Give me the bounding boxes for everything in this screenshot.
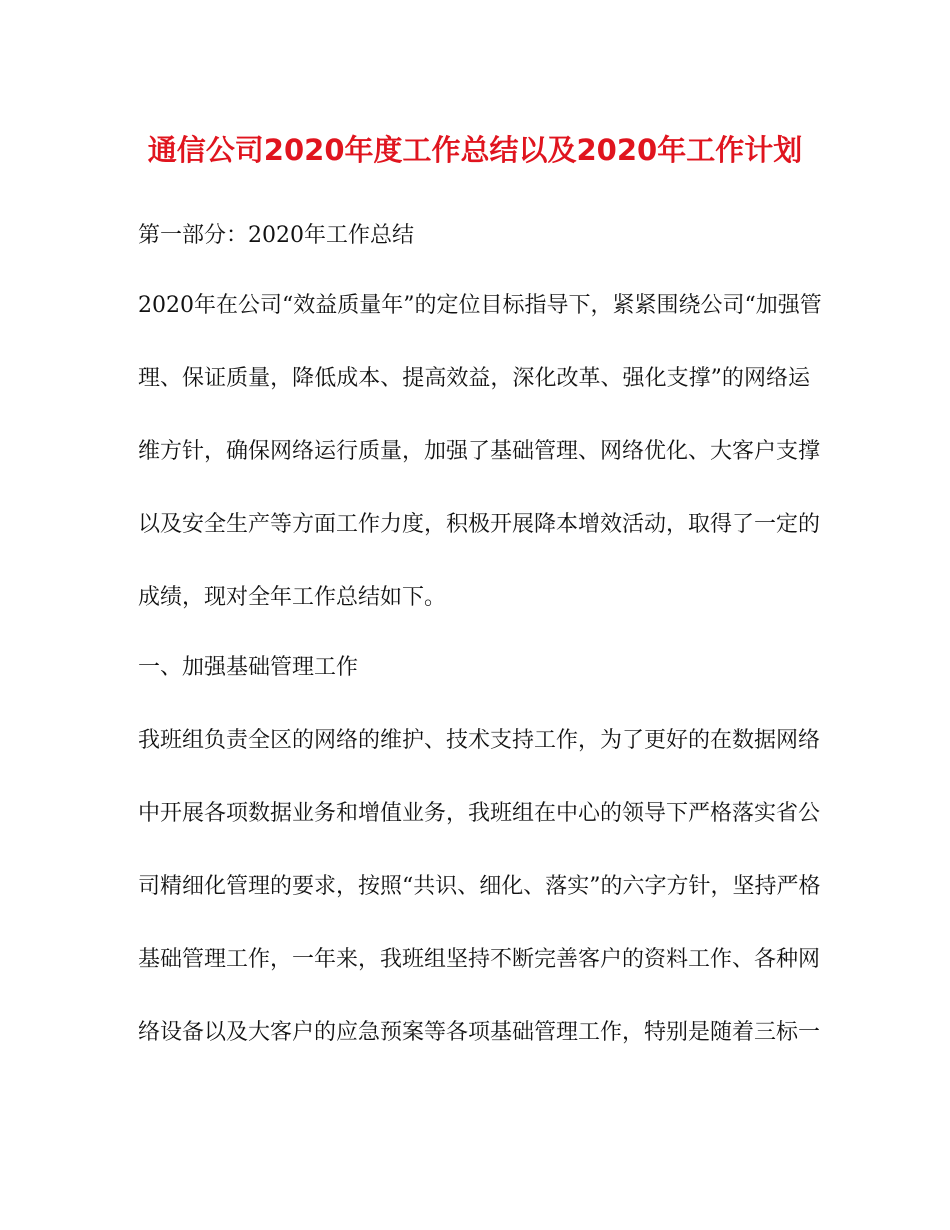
paragraph-line: 以及安全生产等方面工作力度，积极开展降本增效活动，取得了一定的 [138, 512, 821, 537]
paragraph-line: 络设备以及大客户的应急预案等各项基础管理工作，特别是随着三标一 [138, 1020, 821, 1045]
paragraph-line: 2020年在公司“效益质量年”的定位目标指导下，紧紧围绕公司“加强管 [138, 293, 822, 318]
paragraph-line: 我班组负责全区的网络的维护、技术支持工作，为了更好的在数据网络 [138, 728, 821, 753]
paragraph-line: 理、保证质量，降低成本、提高效益，深化改革、强化支撑”的网络运 [138, 366, 810, 391]
document-title: 通信公司2020年度工作总结以及2020年工作计划 [147, 133, 803, 167]
paragraph-line: 基础管理工作，一年来，我班组坚持不断完善客户的资料工作、各种网 [138, 947, 821, 972]
paragraph-line: 中开展各项数据业务和增值业务，我班组在中心的领导下严格落实省公 [138, 801, 821, 826]
paragraph-line: 维方针，确保网络运行质量，加强了基础管理、网络优化、大客户支撑 [138, 439, 821, 464]
paragraph-line: 成绩，现对全年工作总结如下。 [138, 585, 447, 610]
section-heading: 第一部分：2020年工作总结 [138, 223, 414, 248]
paragraph-line: 司精细化管理的要求，按照“共识、细化、落实”的六字方针，坚持严格 [138, 874, 821, 899]
subsection-heading: 一、加强基础管理工作 [138, 655, 359, 680]
